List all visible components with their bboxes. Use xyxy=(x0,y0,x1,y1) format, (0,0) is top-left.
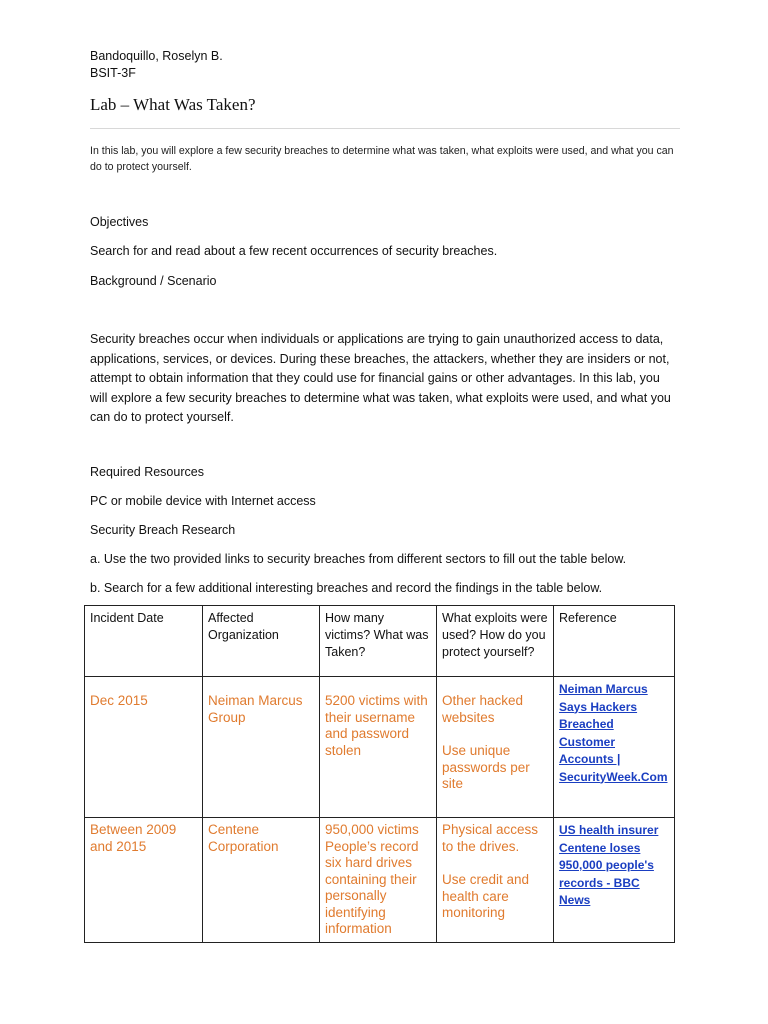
reference-link[interactable]: US health insurer Centene loses 950,000 people's records - BBC News xyxy=(559,823,659,907)
cell-victims: 950,000 victims People’s record six hard drives containing their personally identifying information xyxy=(320,818,437,943)
cell-exploits xyxy=(437,818,554,943)
table-header-row xyxy=(85,606,675,677)
background-heading: Background / Scenario xyxy=(90,274,217,288)
exploit-text: Other hacked websites xyxy=(442,693,524,725)
resources-text: PC or mobile device with Internet access xyxy=(90,494,316,508)
table-row xyxy=(85,677,675,818)
objectives-text: Search for and read about a few recent occurrences of security breaches. xyxy=(90,244,498,258)
cell-date: Between 2009 and 2015 xyxy=(85,818,203,943)
reference-link[interactable]: Neiman Marcus Says Hackers Breached Customer Accounts | SecurityWeek.Com xyxy=(559,682,668,784)
author-name: Bandoquillo, Roselyn B. xyxy=(90,49,223,63)
lab-title: Lab – What Was Taken? xyxy=(90,95,256,114)
header-incident-date: Incident Date xyxy=(85,606,203,677)
header-affected-organization: Affected Organization xyxy=(203,606,320,677)
step-a: a. Use the two provided links to security breaches from different sectors to fill out the table below. xyxy=(90,552,627,566)
protect-text: Use unique passwords per site xyxy=(442,743,530,791)
intro-text: In this lab, you will explore a few security breaches to determine what was taken, what exploits were used, and what you can do to protect yourself. xyxy=(90,145,674,173)
objectives-heading: Objectives xyxy=(90,215,149,229)
header-reference: Reference xyxy=(554,606,675,677)
resources-heading: Required Resources xyxy=(90,465,204,479)
cell-date: Dec 2015 xyxy=(85,677,203,818)
cell-exploits xyxy=(437,677,554,818)
cell-reference xyxy=(554,677,675,818)
step-b: b. Search for a few additional interesting breaches and record the findings in the table below. xyxy=(90,581,603,595)
exploit-text: Physical access to the drives. xyxy=(442,822,539,854)
research-heading: Security Breach Research xyxy=(90,523,236,537)
background-text: Security breaches occur when individuals or applications are trying to gain unauthorized access to data, applications, services, or devices. During these breaches, the attackers, whether they are insiders or not, attempt to obtain information that they could use for financial gains or other advantages. In this lab, you will explore a few security breaches to determine what was taken, what exploits were used, and what you can do to protect yourself. xyxy=(90,332,671,424)
header-victims-taken: How many victims? What was Taken? xyxy=(320,606,437,677)
cell-organization: Centene Corporation xyxy=(203,818,320,943)
title-divider xyxy=(90,128,680,129)
table-row xyxy=(85,818,675,943)
course-section: BSIT-3F xyxy=(90,66,136,80)
cell-victims: 5200 victims with their username and password stolen xyxy=(320,677,437,818)
breach-table xyxy=(84,605,675,943)
header-exploits-protect: What exploits were used? How do you protect yourself? xyxy=(437,606,554,677)
protect-text: Use credit and health care monitoring xyxy=(442,872,530,920)
cell-reference xyxy=(554,818,675,943)
cell-organization: Neiman Marcus Group xyxy=(203,677,320,818)
